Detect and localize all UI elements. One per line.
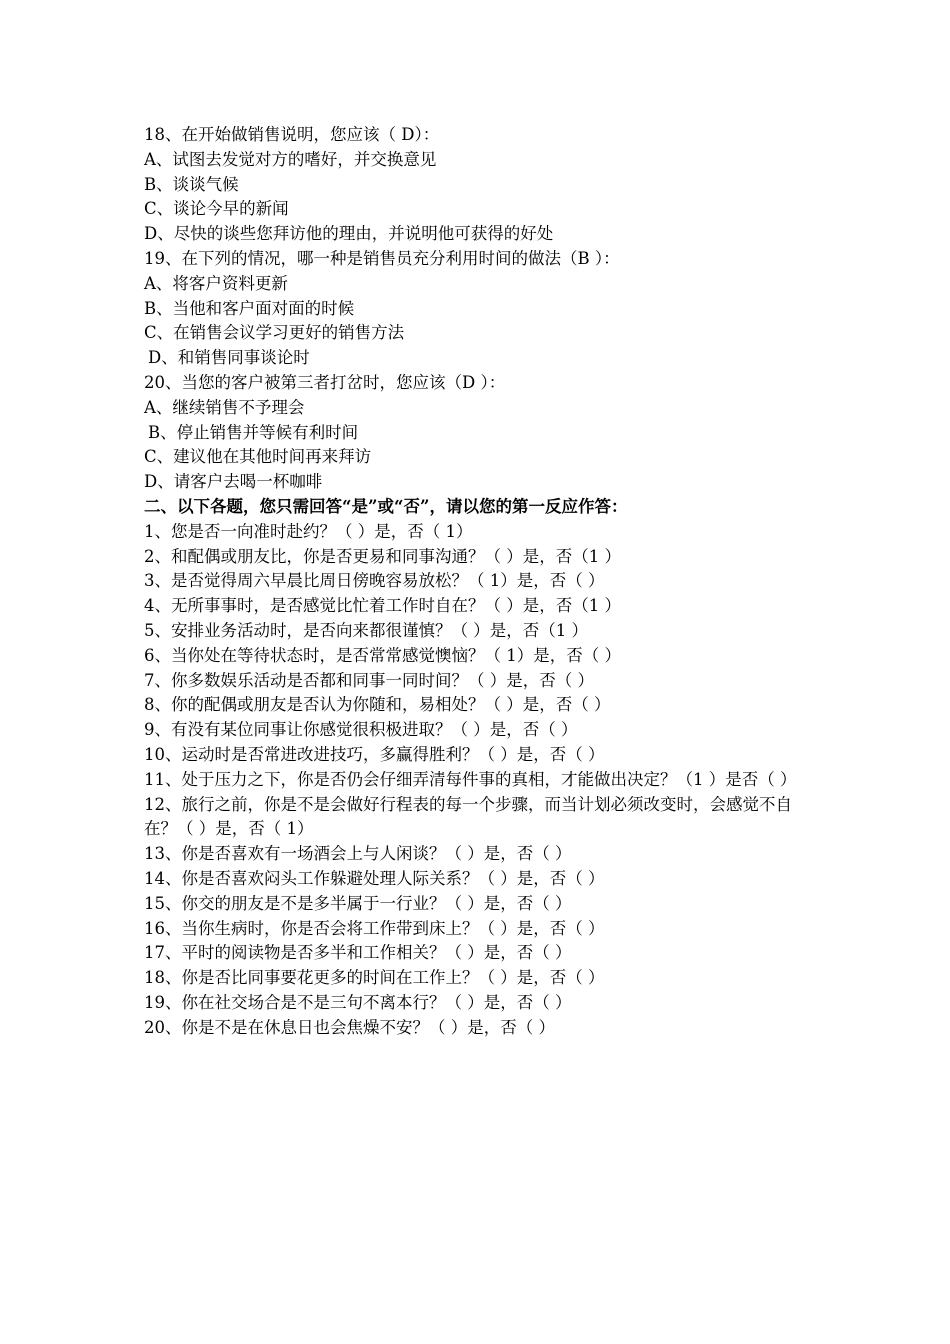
q19-option-d: D、和销售同事谈论时: [148, 348, 310, 368]
q19-option-c: C、在销售会议学习更好的销售方法: [144, 323, 405, 343]
document-page: [144, 123, 814, 1040]
yes-no-item: 16、当你生病时，你是否会将工作带到床上？（ ）是，否（ ）: [144, 918, 605, 938]
q20-option-c: C、建议他在其他时间再来拜访: [144, 447, 372, 467]
yes-no-item: 15、你交的朋友是不是多半属于一行业？（ ）是，否（ ）: [144, 893, 572, 913]
yes-no-item: 11、处于压力之下，你是否仍会仔细弄清每件事的真相，才能做出决定？（1 ）是否（ ）: [144, 769, 797, 789]
q20-option-a: A、继续销售不予理会: [144, 397, 305, 417]
q20-option-b: B、停止销售并等候有利时间: [148, 422, 359, 442]
yes-no-item: 14、你是否喜欢闷头工作躲避处理人际关系？（ ）是，否（ ）: [144, 868, 605, 888]
q19-option-b: B、当他和客户面对面的时候: [144, 298, 355, 318]
yes-no-item: 18、你是否比同事要花更多的时间在工作上？（ ）是，否（ ）: [144, 968, 605, 988]
yes-no-item: 2、和配偶或朋友比，你是否更易和同事沟通？（ ）是，否（1 ）: [144, 546, 621, 566]
section-2-heading: 二、以下各题，您只需回答“是”或“否”，请以您的第一反应作答：: [144, 496, 628, 516]
yes-no-item: 7、你多数娱乐活动是否都和同事一同时间？（ ）是，否（ ）: [144, 670, 594, 690]
yes-no-item: 8、你的配偶或朋友是否认为你随和，易相处？（ ）是，否（ ）: [144, 695, 611, 715]
yes-no-item: 3、是否觉得周六早晨比周日傍晚容易放松？（ 1）是，否（ ）: [144, 571, 605, 591]
yes-no-item: 6、当你处在等待状态时，是否常常感觉懊恼？（ 1）是，否（ ）: [144, 645, 621, 665]
yes-no-item: 17、平时的阅读物是否多半和工作相关？（ ）是，否（ ）: [144, 943, 572, 963]
question-19: 19、在下列的情况，哪一种是销售员充分利用时间的做法（B ）：: [144, 248, 620, 268]
yes-no-item: 9、有没有某位同事让你感觉很积极进取？（ ）是，否（ ）: [144, 720, 578, 740]
yes-no-item: 4、无所事事时，是否感觉比忙着工作时自在？（ ）是，否（1 ）: [144, 596, 621, 616]
yes-no-item: 13、你是否喜欢有一场酒会上与人闲谈？（ ）是，否（ ）: [144, 844, 572, 864]
yes-no-item: 5、安排业务活动时，是否向来都很谨慎？（ ）是，否（1 ）: [144, 620, 588, 640]
q18-option-c: C、谈论今早的新闻: [144, 199, 289, 219]
yes-no-item: 1、您是否一向准时赴约？（ ）是，否（ 1）: [144, 521, 473, 541]
yes-no-item: 10、运动时是否常进改进技巧，多赢得胜利？（ ）是，否（ ）: [144, 744, 605, 764]
yes-no-item: 20、你是不是在休息日也会焦燥不安？（ ）是，否（ ）: [144, 1017, 555, 1037]
question-20: 20、当您的客户被第三者打岔时，您应该（D ）：: [144, 372, 506, 392]
q19-option-a: A、将客户资料更新: [144, 273, 288, 293]
q18-option-b: B、谈谈气候: [144, 174, 239, 194]
q18-option-a: A、试图去发觉对方的嗜好，并交换意见: [144, 149, 437, 169]
q20-option-d: D、请客户去喝一杯咖啡: [144, 472, 323, 492]
yes-no-item: 19、你在社交场合是不是三句不离本行？（ ）是，否（ ）: [144, 992, 572, 1012]
q18-option-d: D、尽快的谈些您拜访他的理由，并说明他可获得的好处: [144, 224, 554, 244]
question-18: 18、在开始做销售说明，您应该（ D）：: [144, 125, 440, 144]
yes-no-item: 12、旅行之前，你是不是会做好行程表的每一个步骤，而当计划必须改变时，会感觉不自在？（ ）是，否（ 1）: [144, 794, 792, 839]
